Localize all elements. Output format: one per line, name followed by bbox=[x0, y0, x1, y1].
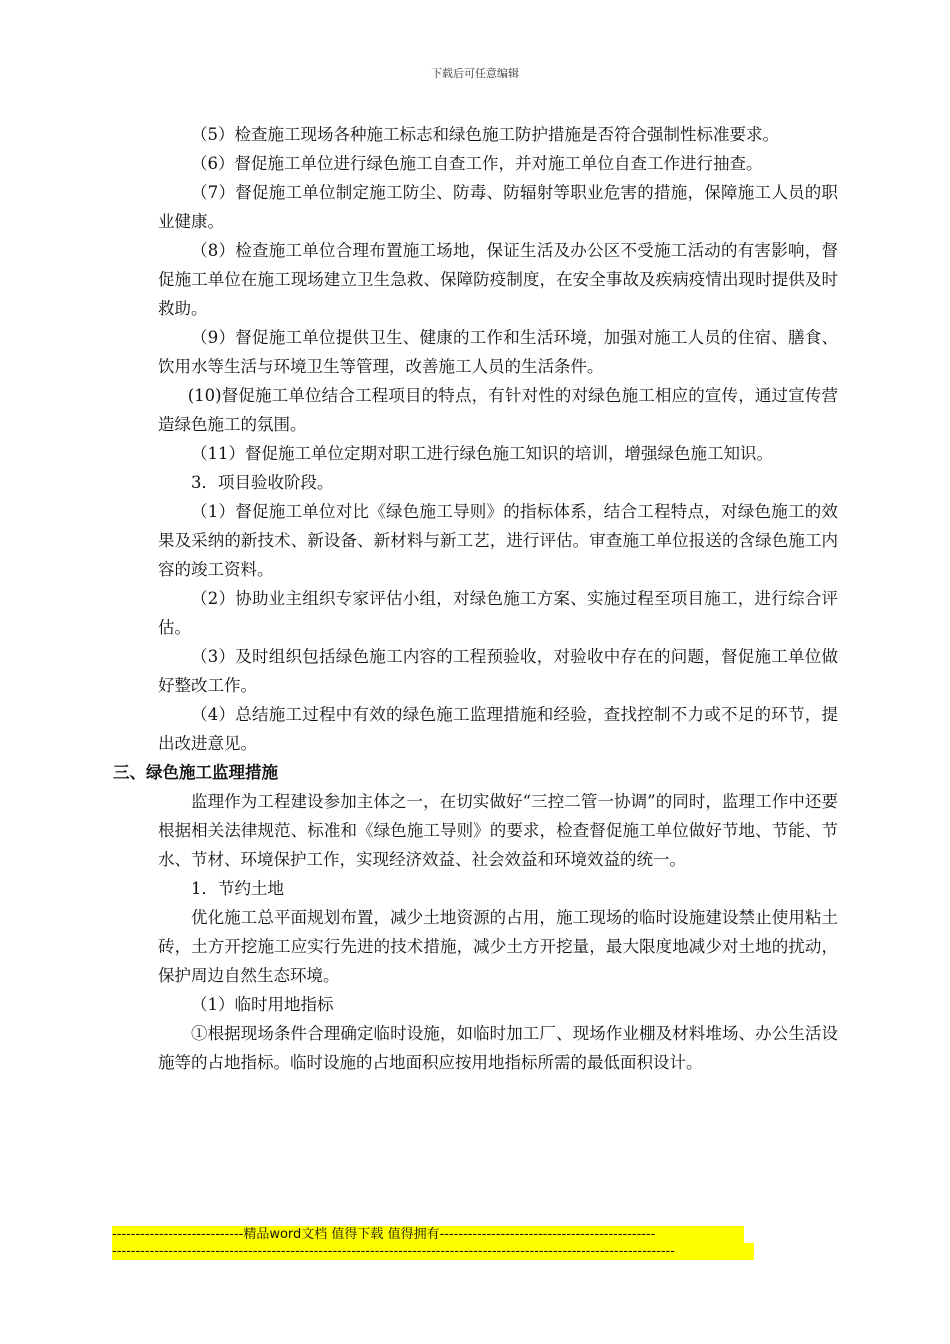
paragraph-self-inspection: （6）督促施工单位进行绿色施工自查工作，并对施工单位自查工作进行抽查。 bbox=[191, 154, 763, 173]
page-header: 下载后可任意编辑 bbox=[431, 67, 519, 80]
paragraph-supervision-intro: 监理作为工程建设参加主体之一，在切实做好“三控二管一协调”的同时，监理工作中还要根据相关法律规范、标准和《绿色施工导则》的要求，检查督促施工单位做好节地、节能、节水、节材、环境保护工作，实现经济效益、社会效益和环境效益的统一。 bbox=[158, 792, 838, 869]
paragraph-training: （11）督促施工单位定期对职工进行绿色施工知识的培训，增强绿色施工知识。 bbox=[191, 444, 773, 463]
paragraph-summary: （4）总结施工过程中有效的绿色施工监理措施和经验，查找控制不力或不足的环节，提出改进意见。 bbox=[158, 705, 838, 753]
subsection-temporary-land: （1）临时用地指标 bbox=[191, 995, 334, 1014]
paragraph-pre-acceptance: （3）及时组织包括绿色施工内容的工程预验收，对验收中存在的问题，督促施工单位做好整改工作。 bbox=[158, 647, 838, 695]
footer-dash-line: ------------------------------------------------------------------------------------------------------------------------ bbox=[112, 1243, 754, 1260]
paragraph-occupational-health: （7）督促施工单位制定施工防尘、防毒、防辐射等职业危害的措施，保障施工人员的职业健康。 bbox=[158, 183, 838, 231]
paragraph-evaluation: （1）督促施工单位对比《绿色施工导则》的指标体系，结合工程特点，对绿色施工的效果及采纳的新技术、新设备、新材料与新工艺，进行评估。审查施工单位报送的含绿色施工内容的竣工资料。 bbox=[158, 502, 838, 579]
document-body bbox=[113, 120, 838, 1077]
section-land-saving: 1．节约土地 bbox=[191, 879, 284, 898]
section-acceptance-stage: 3．项目验收阶段。 bbox=[191, 473, 334, 492]
paragraph-living-environment: （9）督促施工单位提供卫生、健康的工作和生活环境，加强对施工人员的住宿、膳食、饮用水等生活与环境卫生等管理，改善施工人员的生活条件。 bbox=[158, 328, 838, 376]
paragraph-expert-group: （2）协助业主组织专家评估小组，对绿色施工方案、实施过程至项目施工，进行综合评估。 bbox=[158, 589, 838, 637]
section-heading-measures: 三、绿色施工监理措施 bbox=[113, 763, 278, 782]
paragraph-publicity: (10)督促施工单位结合工程项目的特点，有针对性的对绿色施工相应的宣传，通过宣传营造绿色施工的氛围。 bbox=[158, 386, 838, 434]
page-footer bbox=[112, 1226, 762, 1260]
footer-banner-line: ----------------------------精品word文档 值得下载 值得拥有---------------------------------------------- bbox=[112, 1226, 744, 1243]
paragraph-layout-optimization: 优化施工总平面规划布置，减少土地资源的占用，施工现场的临时设施建设禁止使用粘土砖，土方开挖施工应实行先进的技术措施，减少土方开挖量，最大限度地减少对土地的扰动，保护周边自然生态环境。 bbox=[158, 908, 838, 985]
paragraph-site-layout: （8）检查施工单位合理布置施工场地，保证生活及办公区不受施工活动的有害影响，督促施工单位在施工现场建立卫生急救、保障防疫制度，在安全事故及疾病疫情出现时提供及时救助。 bbox=[158, 241, 838, 318]
paragraph-temporary-facilities: ①根据现场条件合理确定临时设施，如临时加工厂、现场作业棚及材料堆场、办公生活设施等的占地指标。临时设施的占地面积应按用地指标所需的最低面积设计。 bbox=[158, 1024, 838, 1072]
paragraph-check-signs: （5）检查施工现场各种施工标志和绿色施工防护措施是否符合强制性标准要求。 bbox=[191, 125, 779, 144]
